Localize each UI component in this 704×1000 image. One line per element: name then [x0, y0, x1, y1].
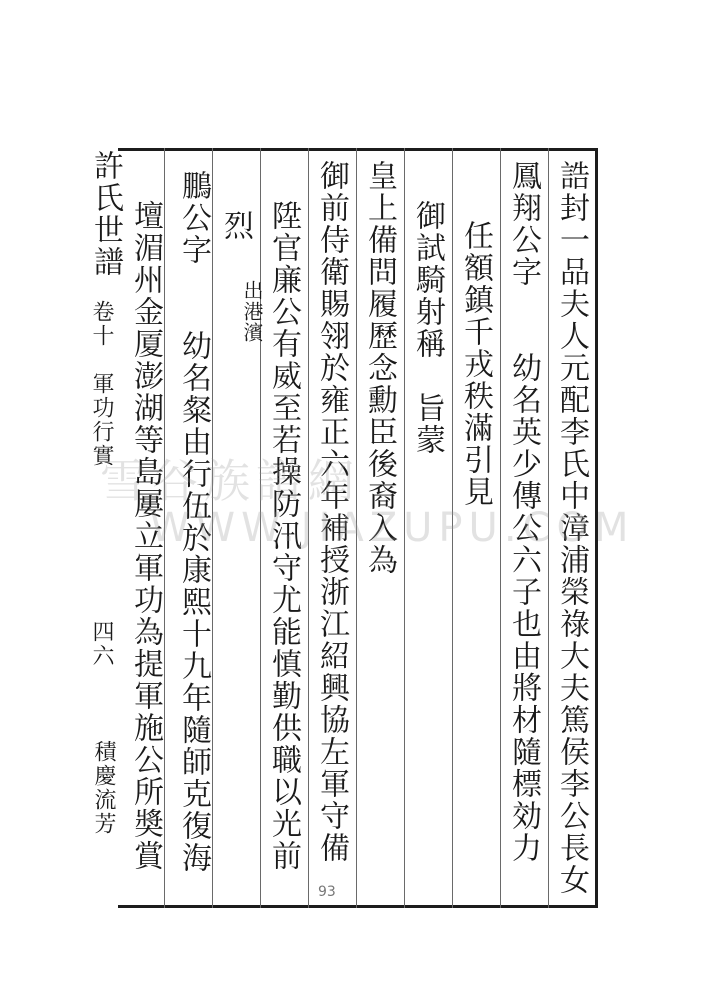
text-column-8: 烈	[218, 210, 253, 242]
text-column-note: 出港濱	[240, 280, 264, 343]
margin-volume: 卷十	[89, 300, 114, 348]
watermark-chinese: 雪谷族譜網	[100, 454, 360, 508]
text-column-2: 鳳翔公字 幼名英少傳公六子也由將材隨標効力	[506, 160, 541, 864]
text-column-5: 皇上備問履歷念勳臣後裔入為	[362, 160, 397, 576]
page-number: 93	[318, 884, 336, 900]
colophon-seal-text: 積慶流芳	[91, 740, 116, 836]
text-column-6: 御前侍衛賜翎於雍正六年補授浙江紹興協左軍守備	[314, 160, 349, 864]
watermark-url: WWW.JIAZUPU.COM	[150, 505, 635, 551]
text-column-10: 壇湄州金厦澎湖等島屢立軍功為提軍施公所奬賞	[128, 200, 163, 872]
text-column-7: 陞官廉公有威至若操防汛守尤能慎勤供職以光前	[266, 200, 301, 872]
margin-book-title: 許氏世譜	[88, 150, 123, 278]
text-column-1: 誥封一品夫人元配李氏中漳浦榮祿大夫篤侯李公長女	[554, 160, 589, 896]
text-column-9: 鵬公字 幼名粲由行伍於康熙十九年隨師克復海	[176, 170, 211, 874]
margin-section: 軍功行實	[89, 372, 114, 468]
text-column-4: 御試騎射稱 旨蒙	[410, 200, 445, 456]
margin-leaf-number: 四六	[89, 620, 114, 668]
text-column-3: 任額鎮千戎秩滿引見	[458, 220, 493, 508]
